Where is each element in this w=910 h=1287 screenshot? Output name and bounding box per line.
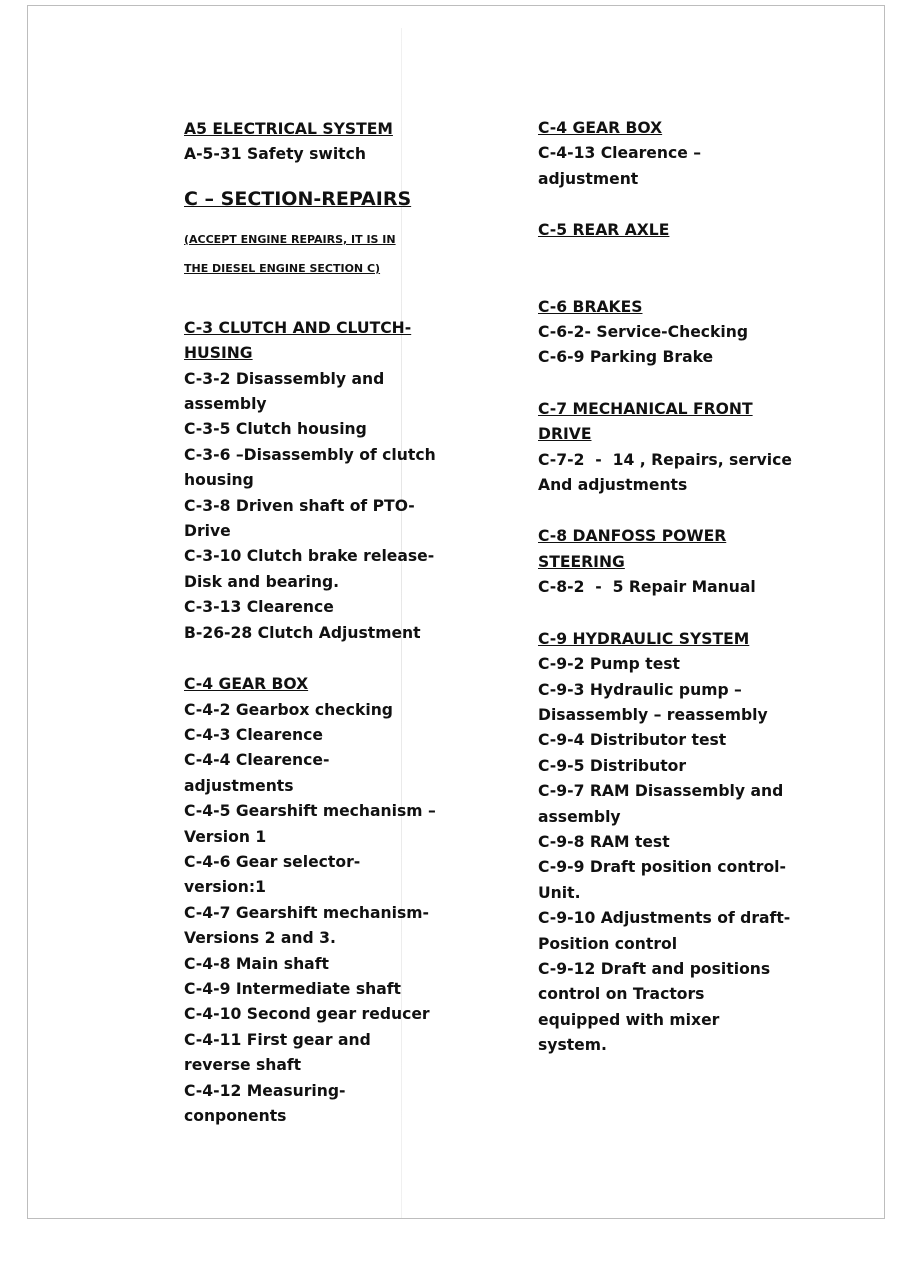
list-item: equipped with mixer bbox=[538, 1010, 720, 1029]
list-item: Position control bbox=[538, 934, 678, 953]
list-item: C-4-12 Measuring- bbox=[184, 1081, 346, 1100]
section-title-c-repairs: C – SECTION-REPAIRS bbox=[184, 187, 412, 210]
list-item: C-3-2 Disassembly and bbox=[184, 369, 385, 388]
list-item: C-9-4 Distributor test bbox=[538, 731, 727, 750]
list-item: C-4-6 Gear selector- bbox=[184, 852, 361, 871]
list-item: Version 1 bbox=[184, 827, 267, 846]
list-item: reverse shaft bbox=[184, 1056, 302, 1075]
list-item: Versions 2 and 3. bbox=[184, 929, 336, 948]
section-heading-c9: C-9 HYDRAULIC SYSTEM bbox=[538, 629, 750, 648]
list-item: C-4-3 Clearence bbox=[184, 725, 323, 744]
section-heading-c8: C-8 DANFOSS POWER bbox=[538, 527, 727, 546]
list-item: version:1 bbox=[184, 878, 266, 897]
list-item: B-26-28 Clutch Adjustment bbox=[184, 623, 421, 642]
list-item: C-6-9 Parking Brake bbox=[538, 348, 714, 367]
list-item: control on Tractors bbox=[538, 985, 705, 1004]
list-item: C-3-8 Driven shaft of PTO- bbox=[184, 496, 415, 515]
list-item: C-9-2 Pump test bbox=[538, 655, 681, 674]
list-item: Disassembly – reassembly bbox=[538, 705, 768, 724]
section-note: THE DIESEL ENGINE SECTION C) bbox=[184, 261, 381, 275]
list-item: C-4-2 Gearbox checking bbox=[184, 700, 393, 719]
section-heading-c3: C-3 CLUTCH AND CLUTCH- bbox=[184, 318, 412, 337]
list-item: Disk and bearing. bbox=[184, 572, 340, 591]
list-item: C-4-13 Clearence – bbox=[538, 144, 702, 163]
list-item: C-4-4 Clearence- bbox=[184, 751, 330, 770]
section-heading-c7: DRIVE bbox=[538, 425, 592, 444]
list-item: C-4-10 Second gear reducer bbox=[184, 1005, 430, 1024]
list-item: C-9-10 Adjustments of draft- bbox=[538, 909, 791, 928]
list-item: C-4-8 Main shaft bbox=[184, 954, 329, 973]
list-item: Drive bbox=[184, 522, 231, 541]
section-heading-c8: STEERING bbox=[538, 552, 625, 571]
list-item: housing bbox=[184, 471, 254, 490]
list-item: C-7-2 - 14 , Repairs, service bbox=[538, 450, 792, 469]
list-item: C-4-11 First gear and bbox=[184, 1030, 371, 1049]
list-item: C-8-2 - 5 Repair Manual bbox=[538, 578, 756, 597]
list-item: C-3-13 Clearence bbox=[184, 598, 334, 617]
list-item: C-3-10 Clutch brake release- bbox=[184, 547, 435, 566]
list-item: assembly bbox=[184, 395, 267, 414]
list-item: C-9-5 Distributor bbox=[538, 756, 687, 775]
right-column bbox=[538, 116, 798, 1059]
list-item: C-4-7 Gearshift mechanism- bbox=[184, 903, 430, 922]
section-heading-c4: C-4 GEAR BOX bbox=[184, 675, 309, 694]
list-item: adjustments bbox=[184, 776, 294, 795]
section-heading-c7: C-7 MECHANICAL FRONT bbox=[538, 399, 753, 418]
list-item: C-9-9 Draft position control- bbox=[538, 858, 786, 877]
list-item: C-3-6 –Disassembly of clutch bbox=[184, 445, 436, 464]
section-heading-c3: HUSING bbox=[184, 344, 253, 363]
list-item: C-4-9 Intermediate shaft bbox=[184, 979, 401, 998]
list-item: C-9-7 RAM Disassembly and bbox=[538, 782, 784, 801]
list-item: C-4-5 Gearshift mechanism – bbox=[184, 802, 436, 821]
section-heading-c4-cont: C-4 GEAR BOX bbox=[538, 119, 663, 137]
list-item: adjustment bbox=[538, 169, 639, 188]
list-item: C-9-12 Draft and positions bbox=[538, 959, 771, 978]
list-item: C-9-8 RAM test bbox=[538, 832, 670, 851]
left-column bbox=[184, 117, 444, 1129]
list-item: assembly bbox=[538, 807, 621, 826]
list-item: conponents bbox=[184, 1107, 287, 1125]
list-item: Unit. bbox=[538, 883, 581, 902]
list-item: C-3-5 Clutch housing bbox=[184, 420, 367, 439]
list-item: C-9-3 Hydraulic pump – bbox=[538, 680, 742, 699]
list-item: C-6-2- Service-Checking bbox=[538, 323, 748, 342]
list-item: A-5-31 Safety switch bbox=[184, 145, 366, 164]
section-heading-c6: C-6 BRAKES bbox=[538, 297, 643, 316]
list-item: system. bbox=[538, 1036, 607, 1055]
section-heading-c5: C-5 REAR AXLE bbox=[538, 221, 670, 240]
list-item: And adjustments bbox=[538, 476, 688, 495]
section-note: (ACCEPT ENGINE REPAIRS, IT IS IN bbox=[184, 232, 396, 246]
section-heading-a5: A5 ELECTRICAL SYSTEM bbox=[184, 120, 393, 138]
